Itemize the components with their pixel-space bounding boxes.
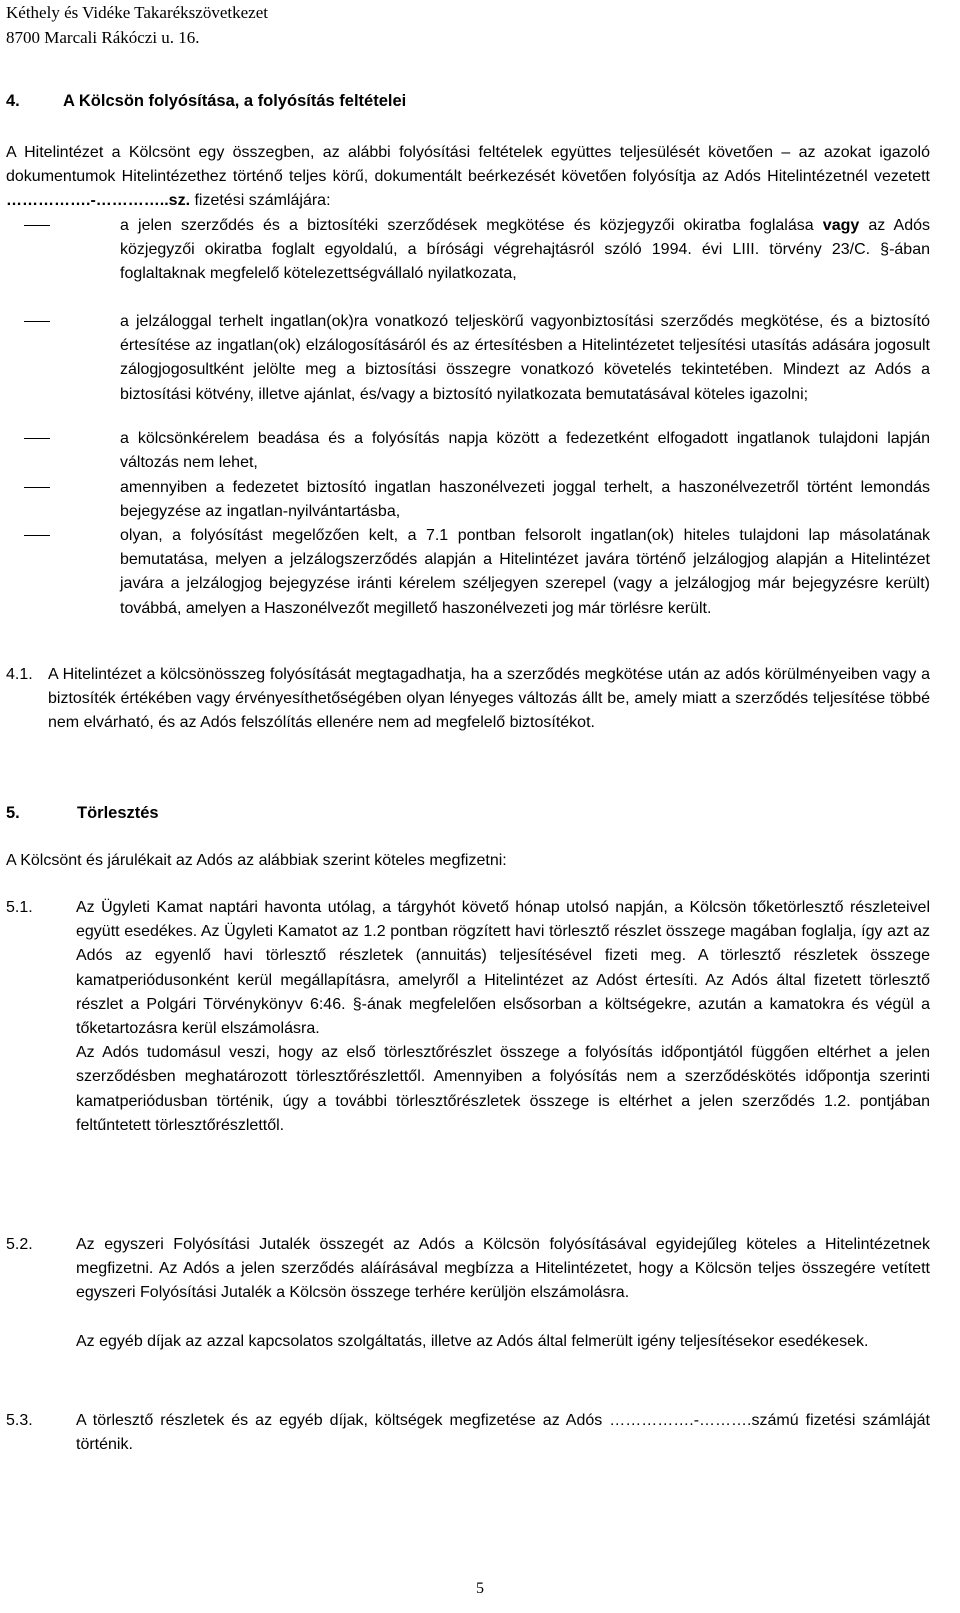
paragraph-number: 5.3. [6,1412,33,1429]
condition-text: a kölcsönkérelem beadása és a folyósítás napja között a fedezetként elfogadott ingatlanok tulajdoni lapján változás nem lehet, [120,430,930,472]
emphasis-or: vagy [822,217,860,234]
paragraph-4-1 [6,663,930,736]
paragraph-body [76,1233,930,1354]
section-number: 4. [6,92,20,110]
paragraph-number: 5.2. [6,1236,33,1253]
section-4-heading [6,92,406,111]
paragraph-text: A törlesztő részletek és az egyéb díjak, költségek megfizetése az Adós …………….-……….számú fizetési számláját történik. [76,1412,930,1454]
intro-text: A Hitelintézet a Kölcsönt egy összegben, az alábbi folyósítási feltételek együttes teljesülését követően – az azokat igazoló dokumentumok Hitelintézethez történő teljes körű, dokumentált beérkezését követően folyósítja az Adós Hitelintézetnél vezetett [6,144,930,186]
condition-text-part: az Adós közjegyzői okiratba foglalt egyoldalú, a bírósági végrehajtásról szóló 1994. évi LIII. törvény 23/C. §-ában foglaltaknak megfelelő kötelezettségvállaló nyilatkozata, [120,217,931,283]
intro-text-end: fizetési számlájára: [190,192,331,210]
paragraph-number: 5.1. [6,899,33,916]
section-4-intro [6,141,930,214]
section-5-intro: A Kölcsönt és járulékait az Adós az alábbiak szerint köteles megfizetni: [6,852,507,869]
dash-bullet [24,225,50,226]
account-placeholder: …………….-…………..sz. [6,192,191,210]
letterhead [6,0,268,50]
section-title: A Kölcsön folyósítása, a folyósítás feltételei [63,92,407,110]
condition-item [6,524,930,621]
condition-text: a jelzáloggal terhelt ingatlan(ok)ra vonatkozó teljeskörű vagyonbiztosítási szerződés megkötése, és a biztosító értesítése az ingatlan(ok) elzálogosításáról és az értesítésben a Hitelintézetet teljesítési utasítás adására jogosult zálogjogosultként jelölte meg a biztosítási összegre vonatkozó követelés tekintetében. Mindezt az Adós a biztosítási kötvény, illetve ajánlat, és/vagy a biztosító nyilatkozata bemutatásával köteles igazolni; [120,313,930,403]
condition-text [120,214,930,287]
section-number: 5. [6,804,20,822]
dash-bullet [24,438,50,439]
condition-item [6,214,930,287]
dash-bullet [24,535,50,536]
paragraph-number: 4.1. [6,666,33,683]
company-address: 8700 Marcali Rákóczi u. 16. [6,28,200,47]
paragraph-body [76,896,930,1138]
dash-bullet [24,487,50,488]
paragraph-5-3 [6,1409,930,1457]
condition-item [6,310,930,407]
paragraph-text: Az Ügyleti Kamat naptári havonta utólag, a tárgyhót követő hónap utolsó napján, a Kölcsön tőketörlesztő részleteivel együtt esedékes. Az Ügyleti Kamatot az 1.2 pontban rögzített havi törlesztő részlet összege magában foglalja, így azt az Adós az egyenlő havi törlesztő részletek (annuitás) teljesítésével fizeti meg. A törlesztő részletek összege kamatperiódusonként kerül megállapításra, amelyről a Hitelintézet az Adóst értesíti. Az Adós által fizetett törlesztő részlet a Polgári Törvénykönyv 6:46. §-ának megfelelően elsősorban a költségekre, azután a kamatokra és végül a tőketartozásra kerül elszámolásra. [76,899,930,1038]
paragraph-text: Az egyszeri Folyósítási Jutalék összegét az Adós a Kölcsön folyósításával egyidejűleg köteles a Hitelintézetnek megfizetni. Az Adós a jelen szerződés aláírásával megbízza a Hitelintézetet, hogy a Kölcsön teljes összegére vetített egyszeri Folyósítási Jutalék a Kölcsön összege terhére kerüljön elszámolásra. [76,1236,930,1302]
condition-item [6,476,930,524]
condition-text: olyan, a folyósítást megelőzően kelt, a 7.1 pontban felsorolt ingatlan(ok) hiteles tulajdoni lap másolatának bemutatása, melyen a jelzálogszerződés alapján a Hitelintézet javára történő jelzálogjog alapján a Hitelintézet javára a jelzálogjog bejegyzése iránti kérelem széljegyen szerepel (vagy a jelzálogjog már bejegyzésre került) továbbá, amelyen a Haszonélvezőt megillető haszonélvezeti jog már törlésre került. [120,527,930,617]
condition-text-part: a jelen szerződés és a biztosítéki szerződések megkötése és közjegyzői okiratba foglalása [120,217,823,234]
paragraph-5-2 [6,1233,930,1354]
paragraph-text: Az Adós tudomásul veszi, hogy az első törlesztőrészlet összege a folyósítás időpontjától függően eltérhet a jelen szerződésben meghatározott törlesztőrészlettől. Amennyiben a folyósítás nem a szerződéskötés időpontja szerinti kamatperiódusban történik, úgy a további törlesztőrészletek összege is eltérhet a jelen szerződés 1.2. pontjában feltűntetett törlesztőrészlettől. [76,1044,930,1134]
condition-item [6,427,930,475]
paragraph-text: Az egyéb díjak az azzal kapcsolatos szolgáltatás, illetve az Adós által felmerült igény teljesítésekor esedékesek. [76,1332,869,1350]
paragraph-5-1 [6,896,930,1138]
section-5-heading [6,804,159,823]
company-name: Kéthely és Vidéke Takarékszövetkezet [6,3,268,22]
section-title: Törlesztés [77,804,159,822]
paragraph-text: A Hitelintézet a kölcsönösszeg folyósítását megtagadhatja, ha a szerződés megkötése után az adós körülményeiben vagy a biztosíték értékében vagy érvényesíthetőségében olyan lényeges változás állt be, amely miatt a szerződés teljesítése többé nem elvárható, és az Adós felszólítás ellenére nem ad megfelelő biztosítékot. [48,666,930,732]
page-number: 5 [476,1580,484,1597]
dash-bullet [24,321,50,322]
condition-text: amennyiben a fedezetet biztosító ingatlan haszonélvezeti joggal terhelt, a haszonélvezetről történt lemondás bejegyzése az ingatlan-nyilvántartásba, [120,479,930,521]
